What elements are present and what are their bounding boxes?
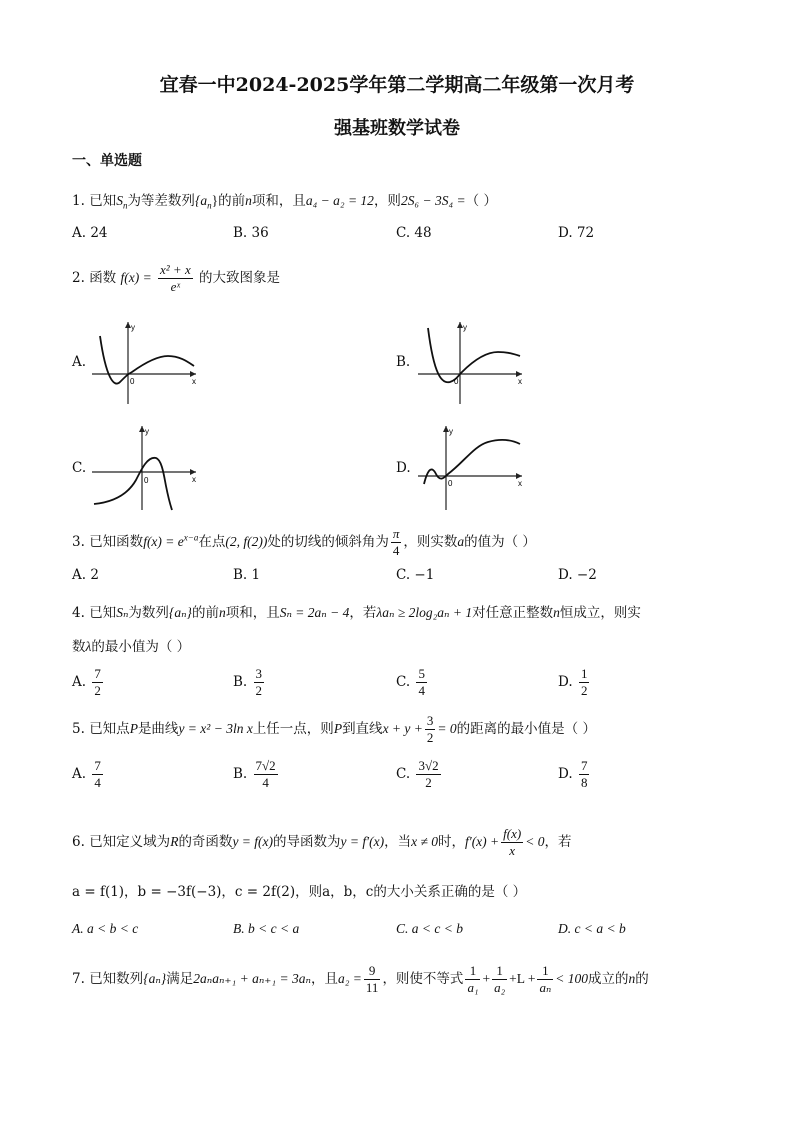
q6-text: 时， — [437, 834, 465, 850]
q4-sn: Sₙ — [116, 605, 129, 620]
q1-text: 的前 — [218, 193, 246, 209]
q1-an-close: } — [211, 193, 219, 208]
q5a-den: 4 — [94, 775, 101, 790]
q5-line-end: = 0 — [437, 721, 457, 736]
exam-subtitle: 强基班数学试卷 — [334, 118, 460, 139]
q1-an: {a — [194, 193, 208, 208]
question-2 — [72, 262, 280, 295]
q6-fx: y = f(x) — [232, 834, 274, 849]
q7-an: {aₙ} — [143, 971, 167, 986]
q5-text: 的距离的最小值是（ ） — [456, 721, 596, 737]
question-6 — [72, 826, 571, 859]
q5-text: 已知点 — [89, 721, 130, 737]
q6-expression-end: < 0 — [525, 834, 545, 849]
q5-option-d-fraction — [579, 758, 590, 791]
q5c-num: 3√2 — [418, 758, 439, 773]
q2-number: 2. — [72, 270, 85, 286]
q5-text: 上任一点，则 — [252, 721, 334, 737]
q2-option-d-label[interactable]: D. — [396, 460, 411, 476]
q3-exponent: x−a — [183, 532, 199, 543]
q4d-den: 2 — [580, 683, 588, 698]
q3-text: 处的切线的倾斜角为 — [267, 534, 389, 550]
q2-graph-b[interactable] — [414, 318, 526, 406]
q1-an-sub: n — [207, 200, 212, 211]
q2a-axis-y: y — [131, 323, 135, 332]
q5-option-a[interactable] — [72, 758, 105, 791]
q4-inequality: λaₙ ≥ 2log₂aₙ + 1 — [376, 605, 473, 620]
q4-text: 对任意正整数 — [472, 605, 554, 621]
q4-text: 已知 — [89, 605, 117, 621]
q2-text: 的大致图象是 — [199, 270, 281, 286]
q6-text: ，当 — [384, 834, 412, 850]
q6-dfx: y = f′(x) — [340, 834, 385, 849]
q4-option-b-label: B. — [233, 674, 248, 690]
q2b-axis-y: y — [463, 323, 467, 332]
q2c-origin: 0 — [144, 476, 149, 485]
q6-option-b[interactable]: B. b < c < a — [233, 921, 300, 936]
question-5 — [72, 713, 596, 746]
q5-option-b[interactable] — [233, 758, 280, 791]
q4-text: 项和，且 — [225, 605, 280, 621]
q2a-axis-x: x — [192, 377, 196, 386]
question-3 — [72, 526, 536, 559]
q1-text: 为等差数列 — [127, 193, 195, 209]
q4-text: 数 — [72, 639, 86, 655]
q3-option-d[interactable]: D. −2 — [558, 567, 597, 583]
q7-less-than: < 100 — [555, 971, 589, 986]
q2-option-c-label[interactable]: C. — [72, 460, 87, 476]
q2-fraction — [158, 262, 193, 295]
q2d-axis-x: x — [518, 479, 522, 488]
q1-condition: a₄ − a₂ = 12 — [305, 193, 374, 208]
q7-text: ，且 — [310, 971, 338, 987]
q4-text: 恒成立，则实 — [559, 605, 641, 621]
q7-s1-den: a₁ — [467, 980, 479, 995]
q4-option-a-label: A. — [72, 674, 87, 690]
question-4 — [72, 602, 641, 624]
q7-fraction-num: 9 — [364, 963, 381, 980]
q4-number: 4. — [72, 605, 85, 621]
q1-text: 项和，且 — [251, 193, 306, 209]
q4-option-a-fraction — [92, 666, 103, 699]
q5-option-b-label: B. — [233, 766, 248, 782]
q5d-den: 8 — [580, 775, 588, 790]
q7-s3-num: 1 — [537, 963, 553, 980]
q6-option-d[interactable]: D. c < a < b — [558, 921, 626, 936]
q3-option-a[interactable]: A. 2 — [72, 567, 99, 583]
q7-number: 7. — [72, 971, 85, 987]
q5-option-a-label: A. — [72, 766, 87, 782]
q7-s2-den: a₂ — [494, 980, 506, 995]
q5c-den: 2 — [425, 775, 432, 790]
q5-option-c-label: C. — [396, 766, 411, 782]
q5-option-b-fraction — [254, 758, 278, 791]
q5-text: 到直线 — [342, 721, 383, 737]
q4-option-b-fraction — [254, 666, 265, 699]
q2-text: 函数 — [89, 270, 117, 286]
q6-r: R — [170, 834, 179, 849]
q1-option-b[interactable]: B. 36 — [233, 225, 269, 241]
q3-fraction — [391, 526, 402, 559]
q5-point: P — [129, 721, 138, 736]
q4-option-c-label: C. — [396, 674, 411, 690]
q6-condition: x ≠ 0 — [411, 834, 438, 849]
q3-fraction-num: π — [392, 526, 400, 541]
q6-text: 的导函数为 — [273, 834, 341, 850]
q4-lambda: λ — [85, 639, 92, 654]
q3-option-c[interactable]: C. −1 — [396, 567, 435, 583]
q7-a2: a₂ = — [337, 971, 362, 986]
q5a-num: 7 — [94, 758, 101, 773]
q5-number: 5. — [72, 721, 85, 737]
q4b-den: 2 — [255, 683, 263, 698]
q5-point: P — [333, 721, 343, 736]
q4c-num: 5 — [418, 666, 425, 681]
q3-text: 的值为（ ） — [464, 534, 536, 550]
q1-sn: S — [116, 193, 123, 208]
q7-fraction — [364, 963, 381, 996]
q6-expression: f′(x) + — [464, 834, 500, 849]
question-1 — [72, 190, 497, 217]
q4-option-d-fraction — [579, 666, 590, 699]
q5-fraction-den: 2 — [426, 730, 434, 745]
question-4-line2 — [72, 636, 190, 658]
q3-text: 已知函数 — [89, 534, 144, 550]
q1-text: ，则 — [373, 193, 401, 209]
q2c-axis-y: y — [145, 427, 149, 436]
q4-option-c[interactable] — [396, 666, 429, 699]
q2c-axis-x: x — [192, 475, 196, 484]
q3-fx: f(x) = e — [143, 534, 184, 549]
q1-expression: 2S₆ − 3S₄ = — [400, 193, 466, 208]
q2-fraction-den: eˣ — [170, 279, 181, 294]
question-6-line2: a = f(1)，b = −3f(−3)，c = 2f(2)，则a，b，c的大小关系正确的是（ ） — [72, 884, 527, 900]
section-heading: 一、单选题 — [72, 153, 142, 169]
q1-sn-sub: n — [122, 200, 128, 211]
q7-n: n — [628, 971, 636, 986]
q4a-num: 7 — [94, 666, 101, 681]
q5-option-c[interactable] — [396, 758, 443, 791]
q5-option-c-fraction — [416, 758, 440, 791]
q4-option-b[interactable] — [233, 666, 266, 699]
q2-graph-a[interactable] — [88, 318, 200, 406]
q2b-origin: 0 — [454, 377, 459, 386]
exam-title: 宜春一中2024-2025学年第二学期高二年级第一次月考 — [159, 74, 635, 96]
q2-graph-d[interactable] — [414, 422, 526, 512]
q5-option-d[interactable] — [558, 758, 591, 791]
q4-option-d[interactable] — [558, 666, 591, 699]
q3-text: 在点 — [198, 534, 226, 550]
q4-text: 为数列 — [128, 605, 169, 621]
q1-number: 1. — [72, 193, 85, 209]
q6-text: 的奇函数 — [178, 834, 233, 850]
q7-sum-term-2 — [492, 963, 507, 996]
q1-paren: （ ） — [465, 193, 497, 209]
q1-text: 已知 — [89, 193, 117, 209]
q6-text: 已知定义域为 — [89, 834, 171, 850]
q4-option-d-label: D. — [558, 674, 573, 690]
q6-fraction-den: x — [509, 843, 516, 858]
q5-fraction — [425, 713, 436, 746]
q2-fraction-num: x² + x — [160, 262, 191, 277]
q1-option-c[interactable]: C. 48 — [396, 225, 432, 241]
q7-text: ，则使不等式 — [382, 971, 464, 987]
q3-point: (2, f(2)) — [225, 534, 268, 549]
q6-option-a[interactable]: A. a < b < c — [72, 921, 139, 936]
q4d-num: 1 — [580, 666, 588, 681]
q5-curve: y = x² − 3ln x — [178, 721, 253, 736]
q3-option-b[interactable]: B. 1 — [233, 567, 261, 583]
q4c-den: 4 — [418, 683, 425, 698]
q5b-den: 4 — [262, 775, 269, 790]
q7-condition: 2aₙaₙ₊₁ + aₙ₊₁ = 3aₙ — [193, 971, 311, 986]
q5-line: x + y + — [382, 721, 423, 736]
q4-condition: Sₙ = 2aₙ − 4 — [279, 605, 350, 620]
q4b-num: 3 — [255, 666, 263, 681]
q7-text: 已知数列 — [89, 971, 144, 987]
q7-text: 成立的 — [588, 971, 629, 987]
q2b-axis-x: x — [518, 377, 522, 386]
q2-fx: f(x) = — [120, 270, 152, 285]
q5-fraction-num: 3 — [426, 713, 434, 728]
q5-text: 是曲线 — [137, 721, 179, 737]
q7-s2-num: 1 — [492, 963, 507, 980]
q3-fraction-den: 4 — [392, 543, 400, 558]
q4-an: {aₙ} — [168, 605, 192, 620]
q2d-axis-y: y — [449, 427, 453, 436]
q4-n: n — [553, 605, 560, 620]
q5b-num: 7√2 — [255, 758, 276, 773]
q2-graph-c[interactable] — [88, 422, 200, 512]
q2-option-b-label[interactable]: B. — [396, 354, 411, 370]
q2-option-a-label[interactable]: A. — [72, 354, 87, 370]
q3-number: 3. — [72, 534, 85, 550]
q1-option-d[interactable]: D. 72 — [558, 225, 595, 241]
q4-text: 的前 — [191, 605, 219, 621]
q4-n: n — [218, 605, 226, 620]
q4-option-a[interactable] — [72, 666, 105, 699]
q6-number: 6. — [72, 834, 85, 850]
q7-plus: + — [482, 971, 491, 986]
q3-text: ，则实数 — [403, 534, 458, 550]
q2a-origin: 0 — [130, 377, 135, 386]
q6-fraction-num: f(x) — [503, 826, 522, 841]
q4a-den: 2 — [94, 683, 101, 698]
q4-text: 的最小值为（ ） — [91, 639, 191, 655]
q6-fraction — [501, 826, 523, 859]
q6-option-c[interactable]: C. a < c < b — [396, 921, 463, 936]
q1-n: n — [245, 193, 252, 208]
q7-s1-num: 1 — [465, 963, 480, 980]
q7-s3-den: aₙ — [539, 980, 552, 995]
q1-option-a[interactable]: A. 24 — [72, 225, 108, 241]
q2d-origin: 0 — [448, 479, 453, 488]
q6-text: ，若 — [544, 834, 572, 850]
q3-var-a: a — [457, 534, 465, 549]
q4-option-c-fraction — [416, 666, 427, 699]
q5-option-d-label: D. — [558, 766, 573, 782]
q7-text: 的 — [635, 971, 649, 987]
q5d-num: 7 — [580, 758, 588, 773]
question-7 — [72, 963, 649, 996]
q7-sum-term-n — [537, 963, 553, 996]
q7-fraction-den: 11 — [365, 980, 379, 995]
q7-dots: +L + — [509, 971, 536, 986]
q7-text: 满足 — [166, 971, 194, 987]
q7-sum-term-1 — [465, 963, 480, 996]
q4-text: ，若 — [349, 605, 377, 621]
q5-option-a-fraction — [92, 758, 103, 791]
